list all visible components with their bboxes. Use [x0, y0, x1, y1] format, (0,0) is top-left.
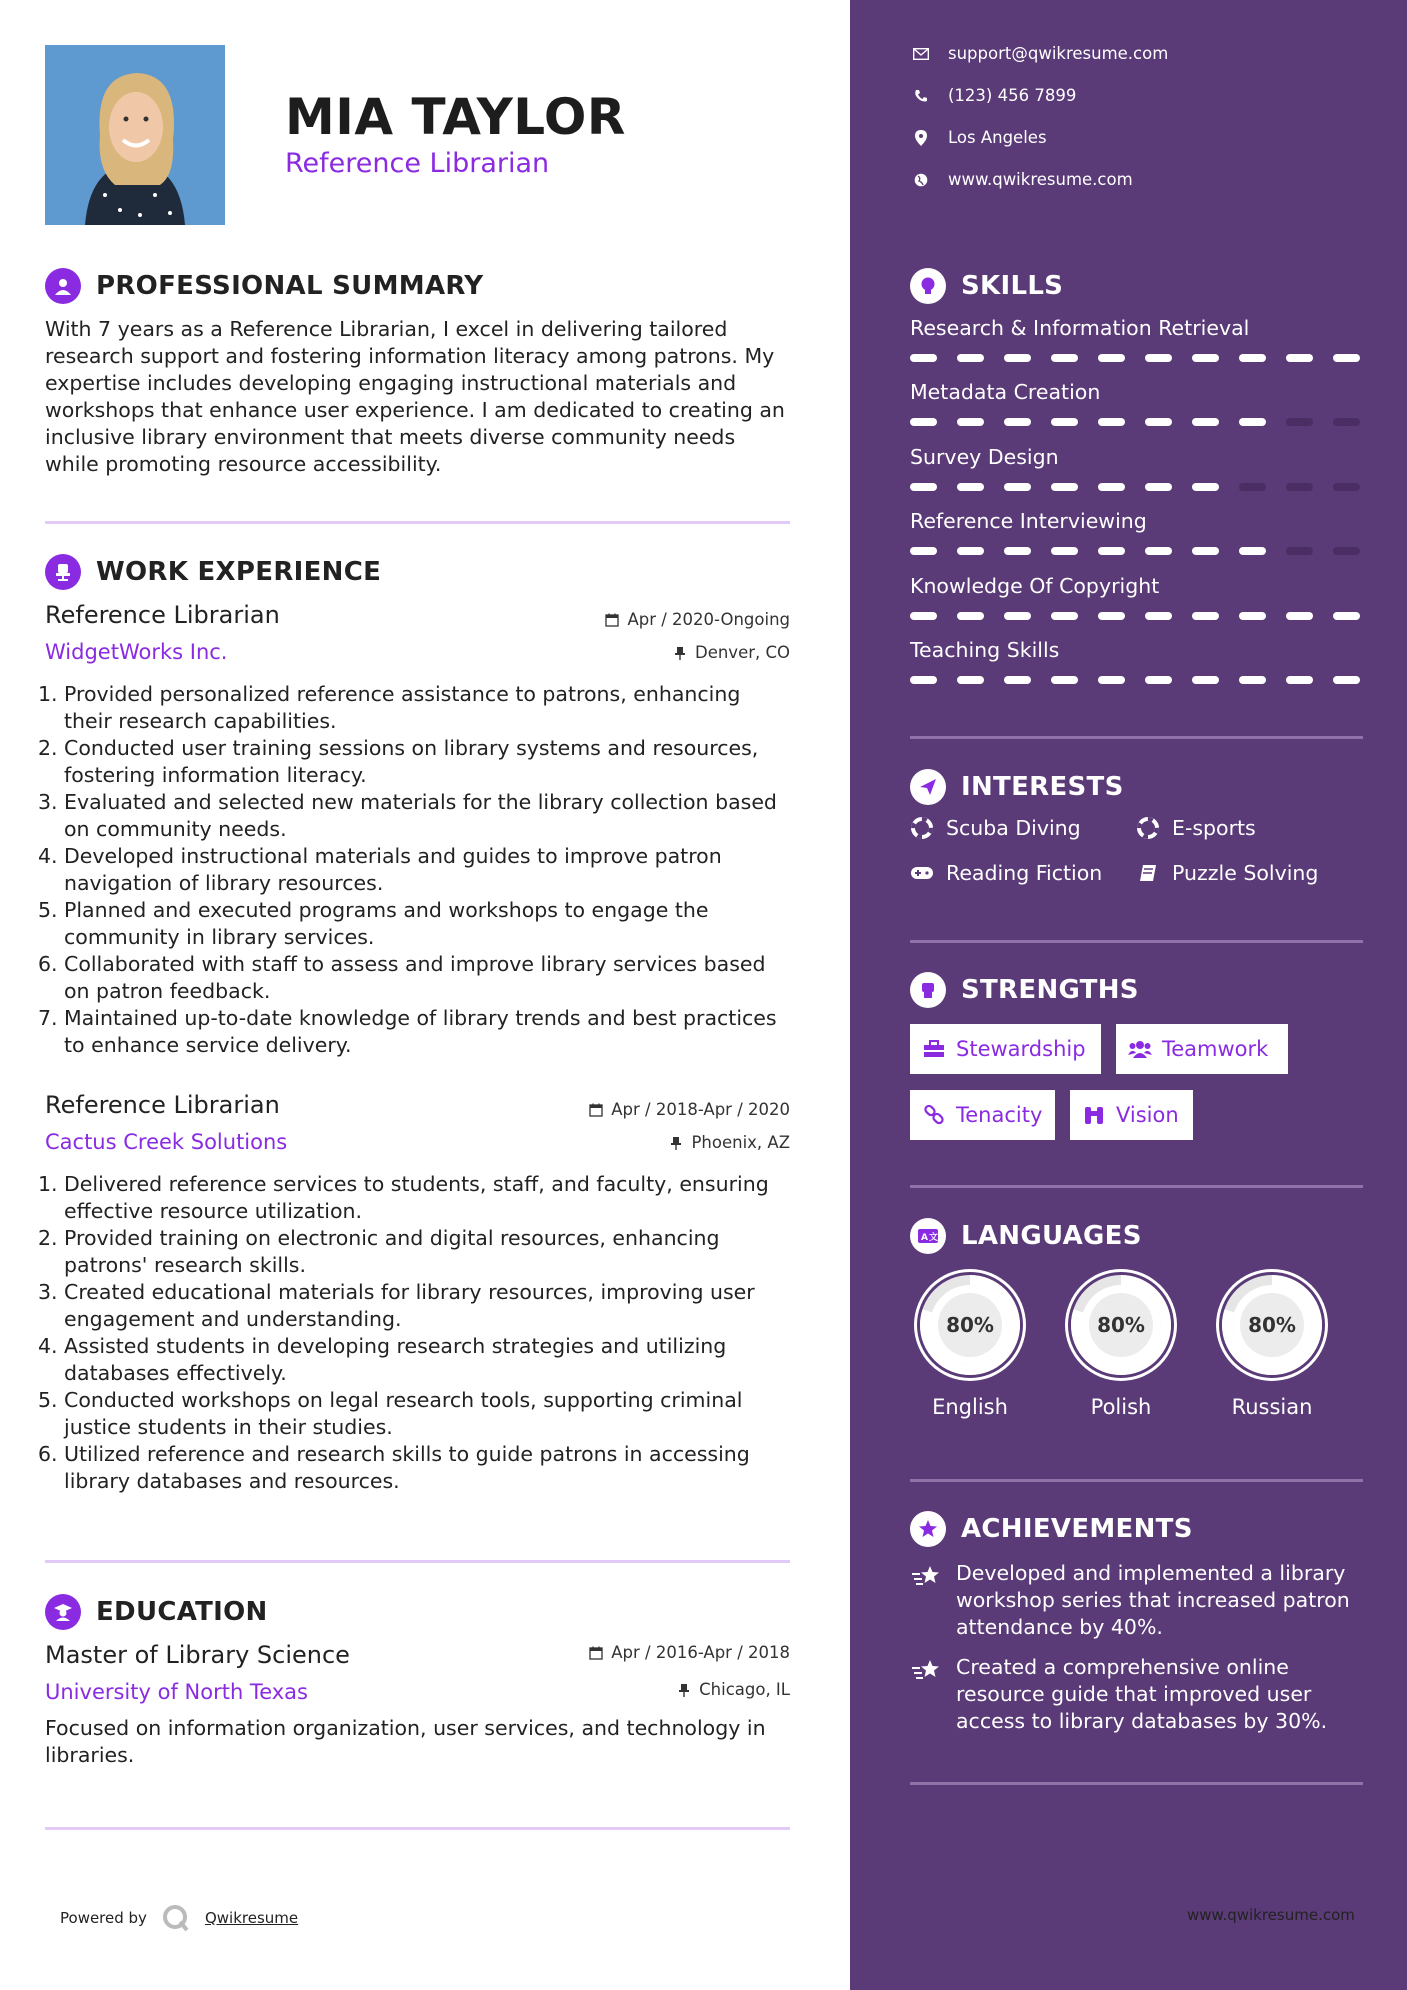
languages-heading: A 文 LANGUAGES — [910, 1218, 1142, 1254]
list-item: 4. Assisted students in developing research strategies and utilizing databases effectively. — [38, 1334, 727, 1385]
education-location: Chicago, IL — [677, 1680, 790, 1699]
shooting-star-icon — [910, 1654, 944, 1735]
skill-dash — [1286, 676, 1313, 684]
list-item: 3. Created educational materials for library resources, improving user engagement and understanding. — [38, 1280, 755, 1331]
divider — [910, 1782, 1363, 1785]
skill-dash — [957, 547, 984, 555]
interests-heading: INTERESTS — [910, 769, 1124, 805]
skill-dash — [1145, 612, 1172, 620]
job-dates: Apr / 2018-Apr / 2020 — [589, 1100, 790, 1119]
skills-heading: SKILLS — [910, 268, 1063, 304]
pin-icon — [673, 646, 687, 660]
list-item: 3. Evaluated and selected new materials for the library collection based on community needs. — [38, 790, 777, 841]
candidate-name: MIA TAYLOR — [285, 88, 626, 146]
skill-dash — [1286, 483, 1313, 491]
map-marker-icon — [912, 129, 930, 147]
skill-name: Knowledge Of Copyright — [910, 574, 1160, 598]
divider — [45, 521, 790, 524]
list-item: 2. Conducted user training sessions on library systems and resources, fostering information literacy. — [38, 736, 759, 787]
list-item: 6. Utilized reference and research skills to guide patrons in accessing library databases and resources. — [38, 1442, 750, 1493]
skill-dash — [1192, 483, 1219, 491]
achievements-heading: ACHIEVEMENTS — [910, 1511, 1193, 1547]
skill-dash — [1286, 418, 1313, 426]
language-name: Polish — [1090, 1395, 1152, 1419]
skill-dash — [910, 418, 937, 426]
skill-dash — [1239, 483, 1266, 491]
skill-dash — [1098, 676, 1125, 684]
job-location: Phoenix, AZ — [669, 1133, 790, 1152]
profile-photo — [45, 45, 225, 225]
life-ring-icon — [1136, 816, 1160, 840]
language-item — [910, 1265, 1030, 1419]
gamepad-icon — [910, 861, 934, 885]
skill-dash — [1333, 612, 1360, 620]
skill-bar — [910, 676, 1360, 684]
skill-dash — [1286, 547, 1313, 555]
skill-dash — [1051, 354, 1078, 362]
language-item — [1061, 1265, 1181, 1419]
skill-dash — [1239, 676, 1266, 684]
strength-badge: Vision — [1070, 1090, 1193, 1140]
education-dates: Apr / 2016-Apr / 2018 — [589, 1643, 790, 1662]
strength-badge: Tenacity — [910, 1090, 1055, 1140]
paper-plane-icon — [910, 769, 946, 805]
language-percent: 80% — [1097, 1313, 1145, 1337]
skill-dash — [1098, 612, 1125, 620]
language-icon — [910, 1218, 946, 1254]
skill-dash — [1333, 354, 1360, 362]
job-location: Denver, CO — [673, 643, 790, 662]
list-item: 5. Planned and executed programs and workshops to engage the community in library services. — [38, 898, 709, 949]
shooting-star-icon — [910, 1560, 944, 1641]
link-icon — [922, 1103, 946, 1127]
skill-bar — [910, 612, 1360, 620]
interest-item: E-sports — [1136, 816, 1256, 840]
job-bullets — [38, 681, 790, 1059]
divider — [45, 1560, 790, 1563]
skill-dash — [1145, 418, 1172, 426]
skill-dash — [1192, 612, 1219, 620]
footer-powered: Powered by Qwikresume — [60, 1903, 298, 1933]
skill-dash — [957, 612, 984, 620]
skill-dash — [1286, 612, 1313, 620]
summary-text: With 7 years as a Reference Librarian, I excel in delivering tailored research support and fostering information literacy among patrons. My expertise includes developing engaging instructional materials and workshops that enhance user experience. I am dedicated to creating an inclusive library environment that meets diverse community needs while promoting resource accessibility. — [45, 317, 785, 476]
list-item: 1. Provided personalized reference assistance to patrons, enhancing their research capabilities. — [38, 682, 741, 733]
skill-bar — [910, 354, 1360, 362]
divider — [910, 1479, 1363, 1482]
skill-name: Reference Interviewing — [910, 509, 1147, 533]
skill-dash — [1333, 418, 1360, 426]
users-icon — [1128, 1037, 1152, 1061]
star-badge-icon — [910, 1511, 946, 1547]
skill-dash — [957, 354, 984, 362]
skill-dash — [1333, 676, 1360, 684]
divider — [45, 1827, 790, 1830]
divider — [910, 736, 1363, 739]
skill-dash — [1333, 483, 1360, 491]
skill-dash — [910, 354, 937, 362]
calendar-icon — [605, 613, 619, 627]
skill-dash — [1098, 354, 1125, 362]
skill-dash — [1098, 483, 1125, 491]
fist-icon — [910, 972, 946, 1008]
strength-badge: Teamwork — [1116, 1024, 1288, 1074]
skill-dash — [1192, 418, 1219, 426]
skill-dash — [1145, 483, 1172, 491]
skill-dash — [1051, 483, 1078, 491]
skill-dash — [910, 483, 937, 491]
graduate-icon — [45, 1594, 81, 1630]
list-item: 7. Maintained up-to-date knowledge of library trends and best practices to enhance service delivery. — [38, 1006, 777, 1057]
language-name: English — [932, 1395, 1008, 1419]
job-title: Reference Librarian — [45, 1091, 280, 1119]
skill-dash — [1145, 547, 1172, 555]
strengths-heading: STRENGTHS — [910, 972, 1139, 1008]
globe-icon — [912, 171, 930, 189]
list-item: 2. Provided training on electronic and digital resources, enhancing patrons' research skills. — [38, 1226, 720, 1277]
contact-email[interactable]: support@qwikresume.com — [912, 44, 1168, 63]
skill-dash — [1004, 547, 1031, 555]
divider — [910, 1185, 1363, 1188]
skill-dash — [910, 547, 937, 555]
contact-website[interactable]: www.qwikresume.com — [912, 170, 1133, 189]
skill-dash — [1051, 676, 1078, 684]
footer-website[interactable]: www.qwikresume.com — [1187, 1906, 1355, 1924]
education-description: Focused on information organization, user services, and technology in libraries. — [45, 1716, 766, 1767]
achievement-item: Developed and implemented a library workshop series that increased patron attendance by 40%. — [910, 1560, 1370, 1641]
job-dates: Apr / 2020-Ongoing — [605, 610, 790, 629]
candidate-role: Reference Librarian — [285, 148, 550, 179]
pin-icon — [669, 1136, 683, 1150]
skill-dash — [1004, 483, 1031, 491]
skill-bar — [910, 418, 1360, 426]
skill-dash — [910, 612, 937, 620]
svg-text:文: 文 — [929, 1233, 939, 1243]
degree-title: Master of Library Science — [45, 1641, 350, 1669]
book-icon — [1136, 861, 1160, 885]
list-item: 4. Developed instructional materials and guides to improve patron navigation of library resources. — [38, 844, 722, 895]
skill-dash — [1098, 547, 1125, 555]
skill-dash — [1051, 547, 1078, 555]
calendar-icon — [589, 1646, 603, 1660]
skill-dash — [1004, 354, 1031, 362]
list-item: 1. Delivered reference services to students, staff, and faculty, ensuring effective resource utilization. — [38, 1172, 769, 1223]
skill-name: Teaching Skills — [910, 638, 1060, 662]
skill-dash — [1192, 354, 1219, 362]
contact-location: Los Angeles — [912, 128, 1047, 147]
svg-text:A: A — [921, 1233, 928, 1243]
summary-heading: PROFESSIONAL SUMMARY — [45, 268, 483, 304]
skill-dash — [1145, 354, 1172, 362]
skill-dash — [1239, 418, 1266, 426]
envelope-icon — [912, 45, 930, 63]
skill-name: Research & Information Retrieval — [910, 316, 1250, 340]
skill-dash — [957, 418, 984, 426]
language-name: Russian — [1231, 1395, 1313, 1419]
skill-dash — [1145, 676, 1172, 684]
skill-dash — [957, 676, 984, 684]
job-company: WidgetWorks Inc. — [45, 640, 228, 664]
contact-phone[interactable]: (123) 456 7899 — [912, 86, 1076, 105]
skill-dash — [1239, 612, 1266, 620]
skill-bar — [910, 547, 1360, 555]
language-percent: 80% — [1248, 1313, 1296, 1337]
skill-dash — [1004, 676, 1031, 684]
skill-dash — [1098, 418, 1125, 426]
list-item: 5. Conducted workshops on legal research tools, supporting criminal justice students in their studies. — [38, 1388, 743, 1439]
skill-name: Metadata Creation — [910, 380, 1101, 404]
skill-dash — [1004, 418, 1031, 426]
education-heading: EDUCATION — [45, 1594, 268, 1630]
language-item — [1212, 1265, 1332, 1419]
skill-dash — [1192, 676, 1219, 684]
job-bullets — [38, 1171, 790, 1495]
qwikresume-link[interactable]: Qwikresume — [204, 1909, 299, 1927]
user-icon — [45, 268, 81, 304]
lightbulb-icon — [910, 268, 946, 304]
achievement-item: Created a comprehensive online resource guide that improved user access to library databases by 30%. — [910, 1654, 1370, 1735]
skill-bar — [910, 483, 1360, 491]
life-ring-icon — [910, 816, 934, 840]
skill-dash — [1051, 418, 1078, 426]
skill-dash — [1004, 612, 1031, 620]
school-name: University of North Texas — [45, 1680, 308, 1704]
phone-icon — [912, 87, 930, 105]
skill-dash — [1286, 354, 1313, 362]
job-company: Cactus Creek Solutions — [45, 1130, 288, 1154]
pin-icon — [677, 1683, 691, 1697]
list-item: 6. Collaborated with staff to assess and improve library services based on patron feedback. — [38, 952, 766, 1003]
skill-name: Survey Design — [910, 445, 1059, 469]
skill-dash — [1333, 547, 1360, 555]
interest-item: Scuba Diving — [910, 816, 1081, 840]
interest-item: Reading Fiction — [910, 861, 1102, 885]
skill-dash — [957, 483, 984, 491]
binoculars-icon — [1082, 1103, 1106, 1127]
language-percent: 80% — [946, 1313, 994, 1337]
qwikresume-logo-icon — [161, 1903, 191, 1933]
experience-heading: WORK EXPERIENCE — [45, 554, 381, 590]
skill-dash — [1239, 354, 1266, 362]
skill-dash — [1239, 547, 1266, 555]
divider — [910, 940, 1363, 943]
skill-dash — [910, 676, 937, 684]
sidebar — [850, 0, 1407, 1990]
interest-item: Puzzle Solving — [1136, 861, 1318, 885]
skill-dash — [1051, 612, 1078, 620]
job-title: Reference Librarian — [45, 601, 280, 629]
strength-badge: Stewardship — [910, 1024, 1101, 1074]
skill-dash — [1192, 547, 1219, 555]
calendar-icon — [589, 1103, 603, 1117]
briefcase-chair-icon — [45, 554, 81, 590]
toolbox-icon — [922, 1037, 946, 1061]
